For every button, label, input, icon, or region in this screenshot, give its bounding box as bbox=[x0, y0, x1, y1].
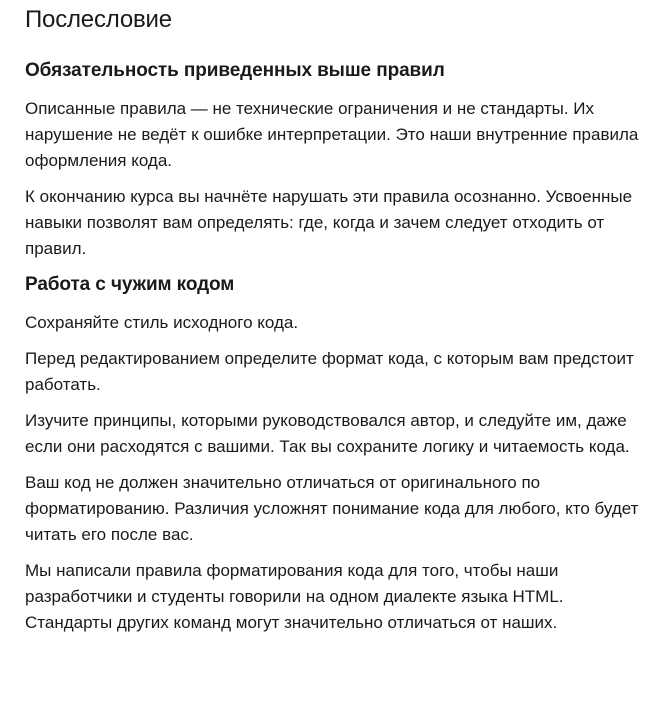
paragraph: Ваш код не должен значительно отличаться от оригинального по форматированию. Различия усложнят понимание кода для любого, кто будет читать его после вас. bbox=[25, 473, 639, 544]
section-rules-obligation bbox=[25, 58, 641, 262]
paragraph: Изучите принципы, которыми руководствовался автор, и следуйте им, даже если они расходятся с вашими. Так вы сохраните логику и читаемость кода. bbox=[25, 411, 630, 456]
paragraph: Сохраняйте стиль исходного кода. bbox=[25, 313, 299, 332]
page-title: Послесловие bbox=[25, 6, 172, 33]
section-heading: Работа с чужим кодом bbox=[25, 274, 235, 295]
paragraph: Перед редактированием определите формат кода, с которым вам предстоит работать. bbox=[25, 349, 634, 394]
paragraph: К окончанию курса вы начнёте нарушать эти правила осознанно. Усвоенные навыки позволят вам определять: где, когда и зачем следует отходить от правил. bbox=[25, 187, 633, 258]
section-heading: Обязательность приведенных выше правил bbox=[25, 60, 445, 81]
paragraph: Мы написали правила форматирования кода для того, чтобы наши разработчики и студенты говорили на одном диалекте языка HTML. Стандарты других команд могут значительно отличаться от наших. bbox=[25, 561, 564, 632]
section-foreign-code bbox=[25, 272, 641, 636]
paragraph: Описанные правила — не технические ограничения и не стандарты. Их нарушение не ведёт к ошибке интерпретации. Это наши внутренние правила оформления кода. bbox=[25, 99, 639, 170]
